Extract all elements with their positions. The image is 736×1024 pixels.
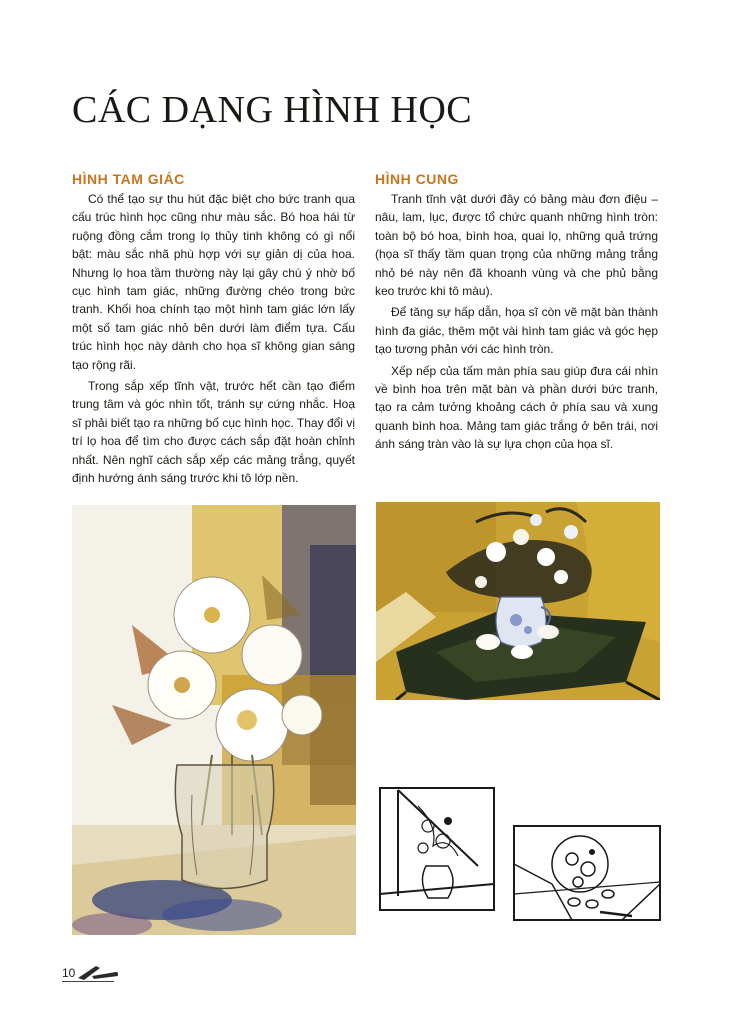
triangle-heading: HÌNH TAM GIÁC (72, 171, 185, 187)
arc-paragraph-2: Để tăng sự hấp dẫn, họa sĩ còn vẽ mặt bàn thành hình đa giác, thêm một vài hình tam giác và góc hẹp tạo tương phản với các hình tròn. (375, 305, 658, 357)
pen-and-brush-icon (76, 962, 120, 987)
triangle-paragraph-2: Trong sắp xếp tĩnh vật, trước hết cần tạo điểm trung tâm và góc nhìn tốt, tránh sự cứng nhắc. Hoạ sĩ phải biết tạo ra những bố cục hình học. Thay đổi vị trí lọ hoa để tìm cho được cách sắp đặt hoàn chỉnh nhất. Nên nghĩ cách sắp xếp các mảng trắng, quyết định hướng ánh sáng trước khi tô lớp nền. (72, 379, 355, 486)
painting-vase-with-eggs (376, 502, 660, 700)
triangle-paragraph-1: Có thể tạo sự thu hút đặc biệt cho bức tranh qua cấu trúc hình học cũng như màu sắc. Bó hoa hái từ ruộng đồng cắm trong lọ thủy tinh không có gì nổi bật: màu sắc nhã phù hợp với sự giản dị của hoa. Nhưng lọ hoa tầm thường này lại gây chú ý nhờ bố cục hình tam giác, những đường chéo trong bức tranh. Khối hoa chính tạo một hình tam giác lớn lấy một số tam giác nhỏ bên dưới làm điểm tựa. Cấu trúc hình học này dành cho họa sĩ không gian sáng tạo rộng rãi. (72, 192, 355, 372)
arc-paragraph-3: Xếp nếp của tấm màn phía sau giúp đưa cái nhìn về bình hoa trên mặt bàn và phần dưới bức tranh, tạo ra cảm tưởng khoảng cách ở phía sau và xung quanh bình hoa. Mảng tam giác trắng ở bên trái, nơi ánh sáng tràn vào là sự lựa chọn của họa sĩ. (375, 363, 658, 452)
page-title: CÁC DẠNG HÌNH HỌC (72, 89, 473, 131)
arc-paragraph-1: Tranh tĩnh vật dưới đây có bảng màu đơn điệu –nâu, lam, lục, được tổ chức quanh những hình tròn: toàn bộ bó hoa, bình hoa, quai lọ, những quả trứng (họa sĩ thấy tầm quan trọng của những mảng trắng nhỏ bé này nên đã khoanh vùng và che phủ bằng keo trước khi tô màu). (375, 192, 658, 299)
painting-flowers-glass-vase (72, 505, 356, 935)
arc-heading: HÌNH CUNG (375, 171, 459, 187)
sketch-triangle-composition (378, 786, 496, 912)
page-number: 10 (62, 966, 76, 980)
arc-section (375, 170, 658, 454)
triangle-section (72, 170, 355, 488)
sketch-circle-composition (512, 824, 662, 922)
